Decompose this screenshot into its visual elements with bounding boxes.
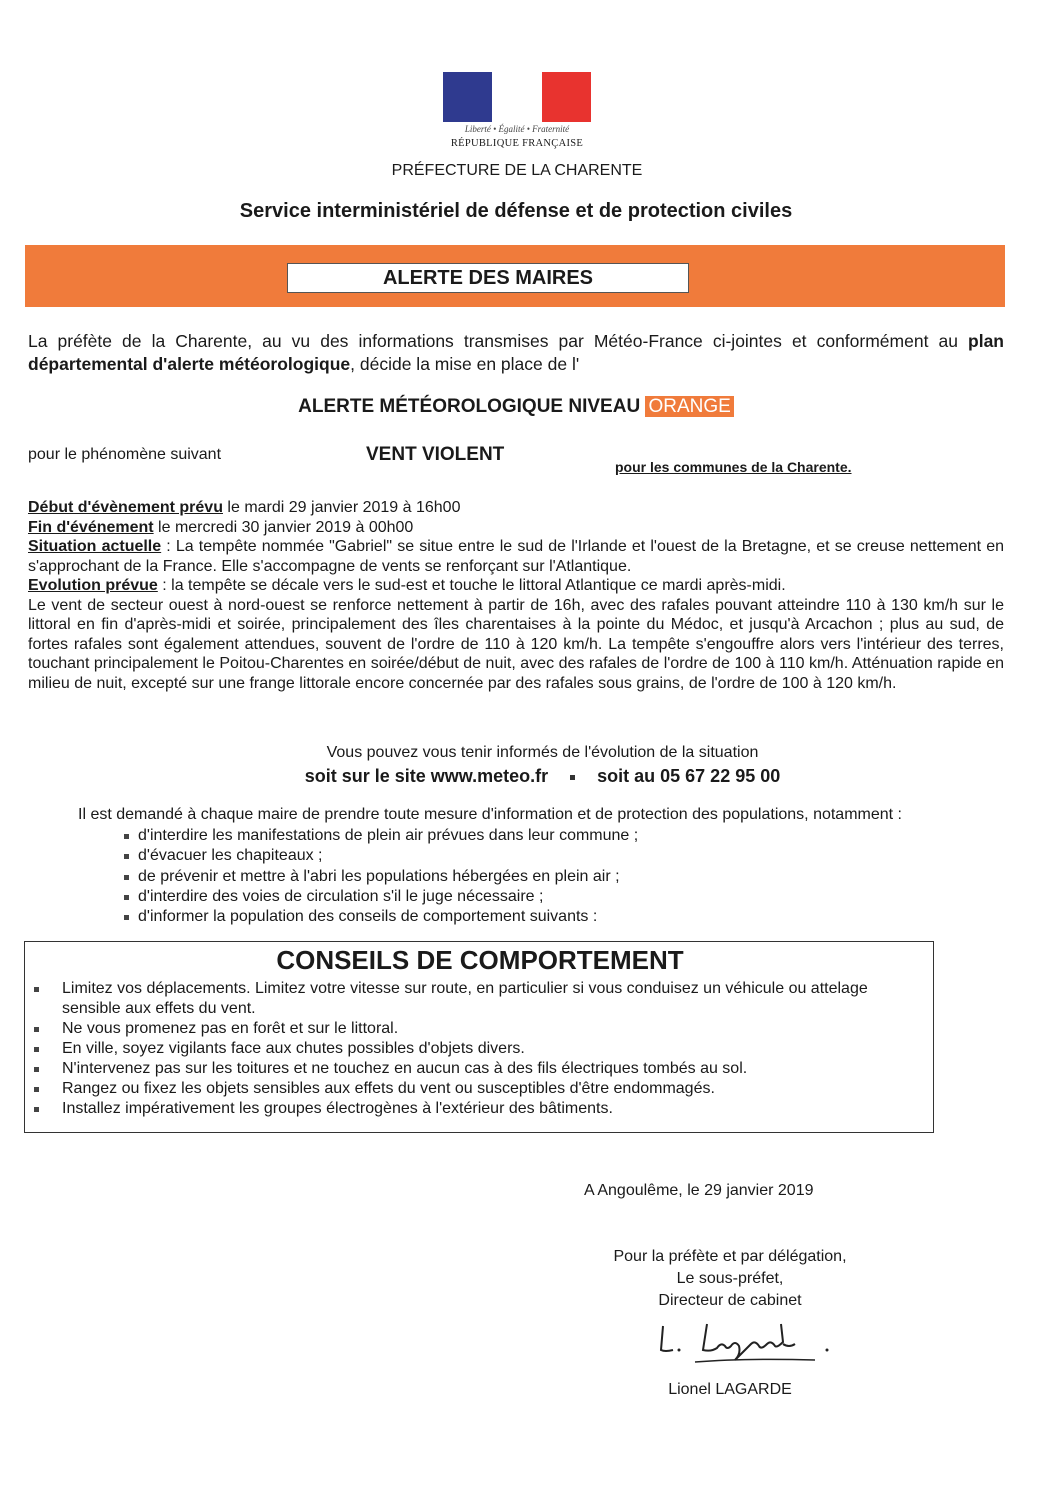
event-end-text: le mercredi 30 janvier 2019 à 00h00 xyxy=(153,518,414,536)
site-prefix: soit sur le site xyxy=(304,766,431,786)
marianne-logo xyxy=(443,72,591,122)
list-item: d'évacuer les chapiteaux ; xyxy=(121,846,638,866)
phenomenon-communes: pour les communes de la Charente. xyxy=(615,459,852,475)
situation-text: : La tempête nommée "Gabriel" se situe entre le sud de l'Irlande et l'ouest de la Bretagne, et se creuse nettement en s'approchant de la France. Elle s'accompagne de vents se renforçant sur l'Atlantique. xyxy=(28,538,1004,575)
service-title: Service interministériel de défense et de protection civiles xyxy=(239,200,793,222)
phone-prefix: soit au xyxy=(597,766,661,786)
list-item: N'intervenez pas sur les toitures et ne touchez en aucun cas à des fils électriques tombés au sol. xyxy=(30,1059,920,1079)
request-intro: Il est demandé à chaque maire de prendre toute mesure d'information et de protection des populations, notamment : xyxy=(78,806,902,823)
republic-name: RÉPUBLIQUE FRANÇAISE xyxy=(450,138,584,149)
meteo-phone: 05 67 22 95 00 xyxy=(660,766,781,786)
event-start-text: le mardi 29 janvier 2019 à 16h00 xyxy=(222,499,461,516)
conseils-title: CONSEILS DE COMPORTEMENT xyxy=(276,945,684,975)
intro-paragraph xyxy=(28,330,1004,376)
handwritten-signature xyxy=(655,1320,835,1364)
meteo-website: www.meteo.fr xyxy=(430,766,549,786)
event-end xyxy=(28,518,1004,538)
event-end-label: Fin d'événement xyxy=(28,518,154,536)
separator-bullet xyxy=(570,775,575,780)
place-date: A Angoulême, le 29 janvier 2019 xyxy=(584,1182,814,1199)
event-start xyxy=(28,498,1004,518)
forecast-paragraph: Le vent de secteur ouest à nord-ouest se renforce nettement à partir de 16h, avec des rafales pouvant atteindre 110 à 130 km/h sur le littoral en fin d'après-midi et soirée, principalement des îles charentaises à la pointe du Médoc, et jusqu'à Arcachon ; plus au sud, de fortes rafales sont également attendues, souvent de l'ordre de 110 à 120 km/h. La tempête s'engouffre alors vers l'intérieur des terres, touchant principalement le Poitou-Charentes en soirée/début de nuit, avec des rafales de l'ordre de 100 à 110 km/h. Atténuation rapide en milieu de nuit, excepté sur une frange littorale encore concernée par des rafales sous grains, de l'ordre de 100 à 120 km/h. xyxy=(28,596,1004,692)
signatory-name: Lionel LAGARDE xyxy=(668,1381,792,1398)
event-details xyxy=(28,498,1004,693)
intro-plan: plan départemental d'alerte météorologique xyxy=(28,331,1004,374)
signatory-title xyxy=(560,1246,900,1312)
signatory-line-1: Pour la préfète et par délégation, xyxy=(613,1248,847,1265)
situation-label: Situation actuelle xyxy=(28,538,162,555)
prefecture-name: PRÉFECTURE DE LA CHARENTE xyxy=(391,162,643,179)
request-list xyxy=(121,826,638,927)
evolution-text: : la tempête se décale vers le sud-est et touche le littoral Atlantique ce mardi après-midi. xyxy=(157,577,786,594)
alert-level-heading xyxy=(0,396,1032,418)
list-item: d'informer la population des conseils de comportement suivants : xyxy=(121,907,638,927)
alert-level-badge: ORANGE xyxy=(645,396,733,417)
alert-level-prefix: ALERTE MÉTÉOROLOGIQUE NIVEAU xyxy=(298,396,641,417)
republic-motto: Liberté • Égalité • Fraternité xyxy=(464,124,570,134)
event-start-label: Début d'évènement prévu xyxy=(28,499,223,516)
phenomenon-label: pour le phénomène suivant xyxy=(28,446,222,463)
evolution-label: Evolution prévue xyxy=(28,577,158,594)
info-line: Vous pouvez vous tenir informés de l'évolution de la situation xyxy=(326,744,759,761)
signatory-line-3: Directeur de cabinet xyxy=(658,1292,802,1309)
situation xyxy=(28,537,1004,576)
signatory-line-2: Le sous-préfet, xyxy=(676,1270,784,1287)
list-item: d'interdire les manifestations de plein air prévues dans leur commune ; xyxy=(121,826,638,846)
banner-title: ALERTE DES MAIRES xyxy=(287,263,689,293)
list-item: d'interdire des voies de circulation s'il le juge nécessaire ; xyxy=(121,887,638,907)
list-item: En ville, soyez vigilants face aux chutes possibles d'objets divers. xyxy=(30,1039,920,1059)
list-item: Ne vous promenez pas en forêt et sur le littoral. xyxy=(30,1019,920,1039)
list-item: Installez impérativement les groupes électrogènes à l'extérieur des bâtiments. xyxy=(30,1099,920,1119)
list-item: Limitez vos déplacements. Limitez votre vitesse sur route, en particulier si vous conduisez un véhicule ou attelage sensible aux effets du vent. xyxy=(30,979,920,1019)
intro-text-1: La préfète de la Charente, au vu des informations transmises par Météo-France ci-jointes et conformément au xyxy=(28,331,969,351)
list-item: de prévenir et mettre à l'abri les populations hébergées en plein air ; xyxy=(121,867,638,887)
conseils-box xyxy=(24,941,934,1133)
info-contacts xyxy=(0,766,1059,787)
evolution xyxy=(28,576,1004,596)
conseils-list xyxy=(30,979,920,1119)
list-item: Rangez ou fixez les objets sensibles aux effets du vent ou susceptibles d'être endommagés. xyxy=(30,1079,920,1099)
intro-text-2: , décide la mise en place de l' xyxy=(350,354,580,374)
phenomenon-value: VENT VIOLENT xyxy=(366,444,505,465)
